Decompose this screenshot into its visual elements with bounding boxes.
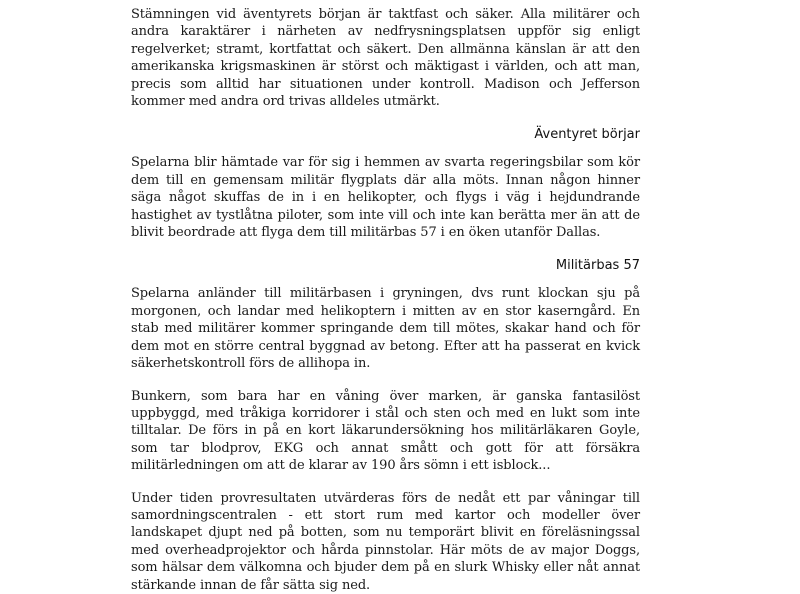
section-heading-aventyret-borjar: Äventyret börjar [534, 127, 640, 143]
paragraph-helicopter-transport: Spelarna blir hämtade var för sig i hemmen av svarta regeringsbilar som kör dem till en gemensam militär flygplats där alla möts. Innan någon hinner säga något skuffas de in i en helikopter, och flygs i väg i hejdundrande hastighet av tystlåtna piloter, som inte vill och inte kan berätta mer än att de blivit beordrade att flyga dem till militärbas 57 i en öken utanför Dallas. [131, 155, 640, 241]
paragraph-bunker-description: Bunkern, som bara har en våning över marken, är ganska fantasilöst uppbyggd, med tråkiga korridorer i stål och sten och med en lukt som inte tilltalar. De förs in på en kort läkarundersökning hos militärläkaren Goyle, som tar blodprov, EKG och annat smått och gott för att försäkra militärledningen om att de klarar av 190 års sömn i ett isblock... [131, 388, 640, 474]
paragraph-coordination-center: Under tiden provresultaten utvärderas förs de nedåt ett par våningar till samordningscentralen - ett stort rum med kartor och modeller över landskapet djupt ned på botten, som nu temporärt blivit en föreläsningssal med overheadprojektor och hårda pinnstolar. Här möts de av major Doggs, som hälsar dem välkomna och bjuder dem på en slurk Whisky eller nåt annat stärkande innan de får sätta sig ned. [131, 490, 640, 593]
paragraph-arrival-at-base: Spelarna anländer till militärbasen i gryningen, dvs runt klockan sju på morgonen, och landar med helikoptern i mitten av en stor kaserngård. En stab med militärer kommer springande dem till mötes, skakar hand och för dem mot en större central byggnad av betong. Efter att ha passerat en kvick säkerhetskontroll förs de allihopa in. [131, 286, 640, 372]
intro-paragraph: Stämningen vid äventyrets början är taktfast och säker. Alla militärer och andra karaktärer i närheten av nedfrysningsplatsen uppför sig enligt regelverket; stramt, kortfattat och säkert. Den allmänna känslan är att den amerikanska krigsmaskinen är störst och mäktigast i världen, och att man, precis som alltid har situationen under kontroll. Madison och Jefferson kommer med andra ord trivas alldeles utmärkt. [131, 7, 640, 110]
document-body [131, 6, 640, 594]
section-heading-militarbas-57: Militärbas 57 [555, 258, 640, 274]
